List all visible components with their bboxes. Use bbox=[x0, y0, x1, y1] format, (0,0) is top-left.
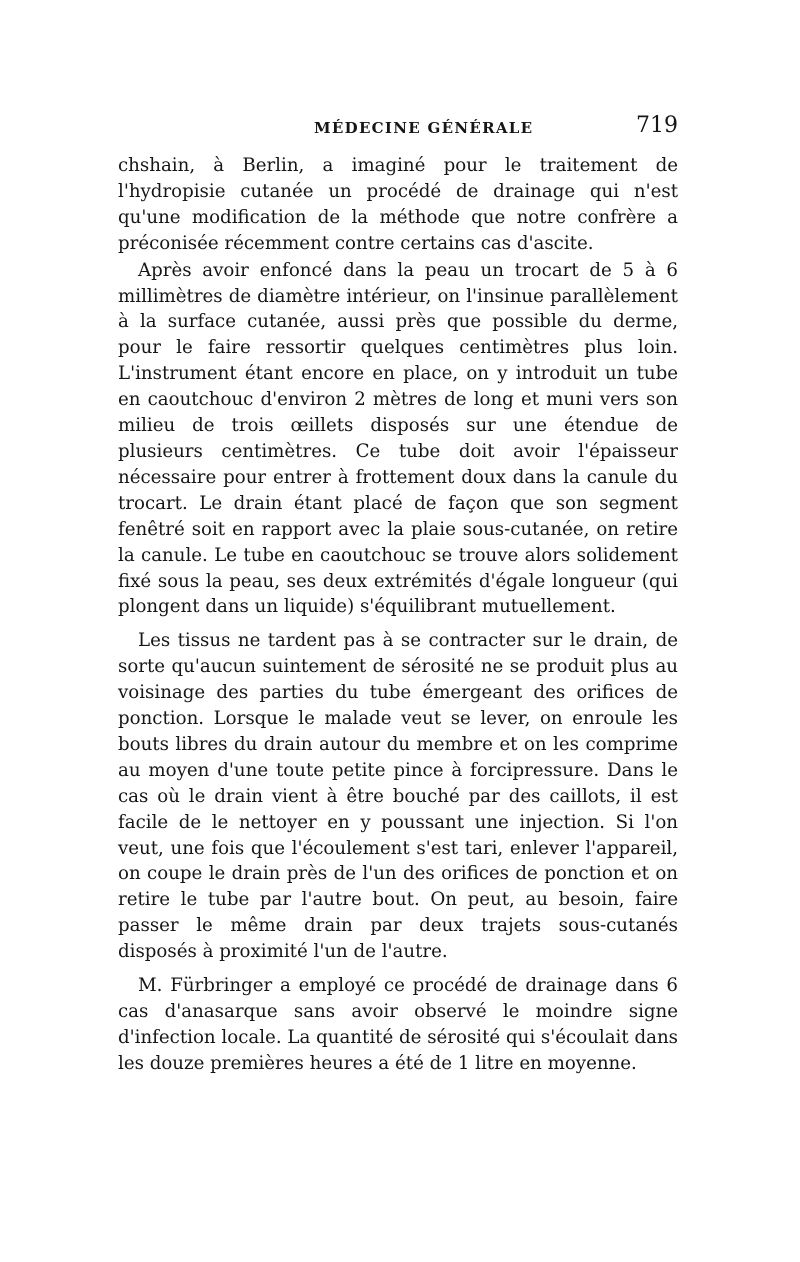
paragraph: M. Fürbringer a employé ce procédé de drainage dans 6 cas d'anasarque sans avoir observé le moindre signe d'infection locale. La quantité de sérosité qui s'écoulait dans les douze premières heures a été de 1 litre en moyenne. bbox=[118, 975, 678, 1074]
running-head bbox=[118, 113, 678, 143]
body-text bbox=[118, 153, 678, 1077]
page-number: 719 bbox=[636, 113, 678, 138]
paragraph: Les tissus ne tardent pas à se contracter sur le drain, de sorte qu'aucun suintement de sérosité ne se produit plus au voisinage des parties du tube émergeant des orifices de ponction. Lorsque le malade veut se lever, on enroule les bouts libres du drain autour du membre et on les comprime au moyen d'une toute petite pince à forcipressure. Dans le cas où le drain vient à être bouché par des caillots, il est facile de le nettoyer en y poussant une injection. Si l'on veut, une fois que l'écoulement s'est tari, enlever l'appareil, on coupe le drain près de l'un des orifices de ponction et on retire le tube par l'autre bout. On peut, au besoin, faire passer le même drain par deux trajets sous-cutanés disposés à proximité l'un de l'autre. bbox=[118, 630, 678, 963]
paragraph: Après avoir enfoncé dans la peau un trocart de 5 à 6 millimètres de diamètre intérieur, on l'insinue parallèlement à la surface cutanée, aussi près que possible du derme, pour le faire ressortir quelques centimètres plus loin. L'instrument étant encore en place, on y introduit un tube en caoutchouc d'environ 2 mètres de long et muni vers son milieu de trois œillets disposés sur une étendue de plusieurs centimètres. Ce tube doit avoir l'épaisseur nécessaire pour entrer à frottement doux dans la canule du trocart. Le drain étant placé de façon que son segment fenêtré soit en rapport avec la plaie sous-cutanée, on retire la canule. Le tube en caoutchouc se trouve alors solidement fixé sous la peau, ses deux extrémités d'égale longueur (qui plongent dans un liquide) s'équilibrant mutuellement. bbox=[118, 259, 678, 618]
paragraph-continued: chshain, à Berlin, a imaginé pour le traitement de l'hydropisie cutanée un procédé de drainage qui n'est qu'une modification de la méthode que notre confrère a préconisée récemment contre certains cas d'ascite. bbox=[118, 155, 678, 254]
running-title: MÉDECINE GÉNÉRALE bbox=[314, 119, 534, 137]
